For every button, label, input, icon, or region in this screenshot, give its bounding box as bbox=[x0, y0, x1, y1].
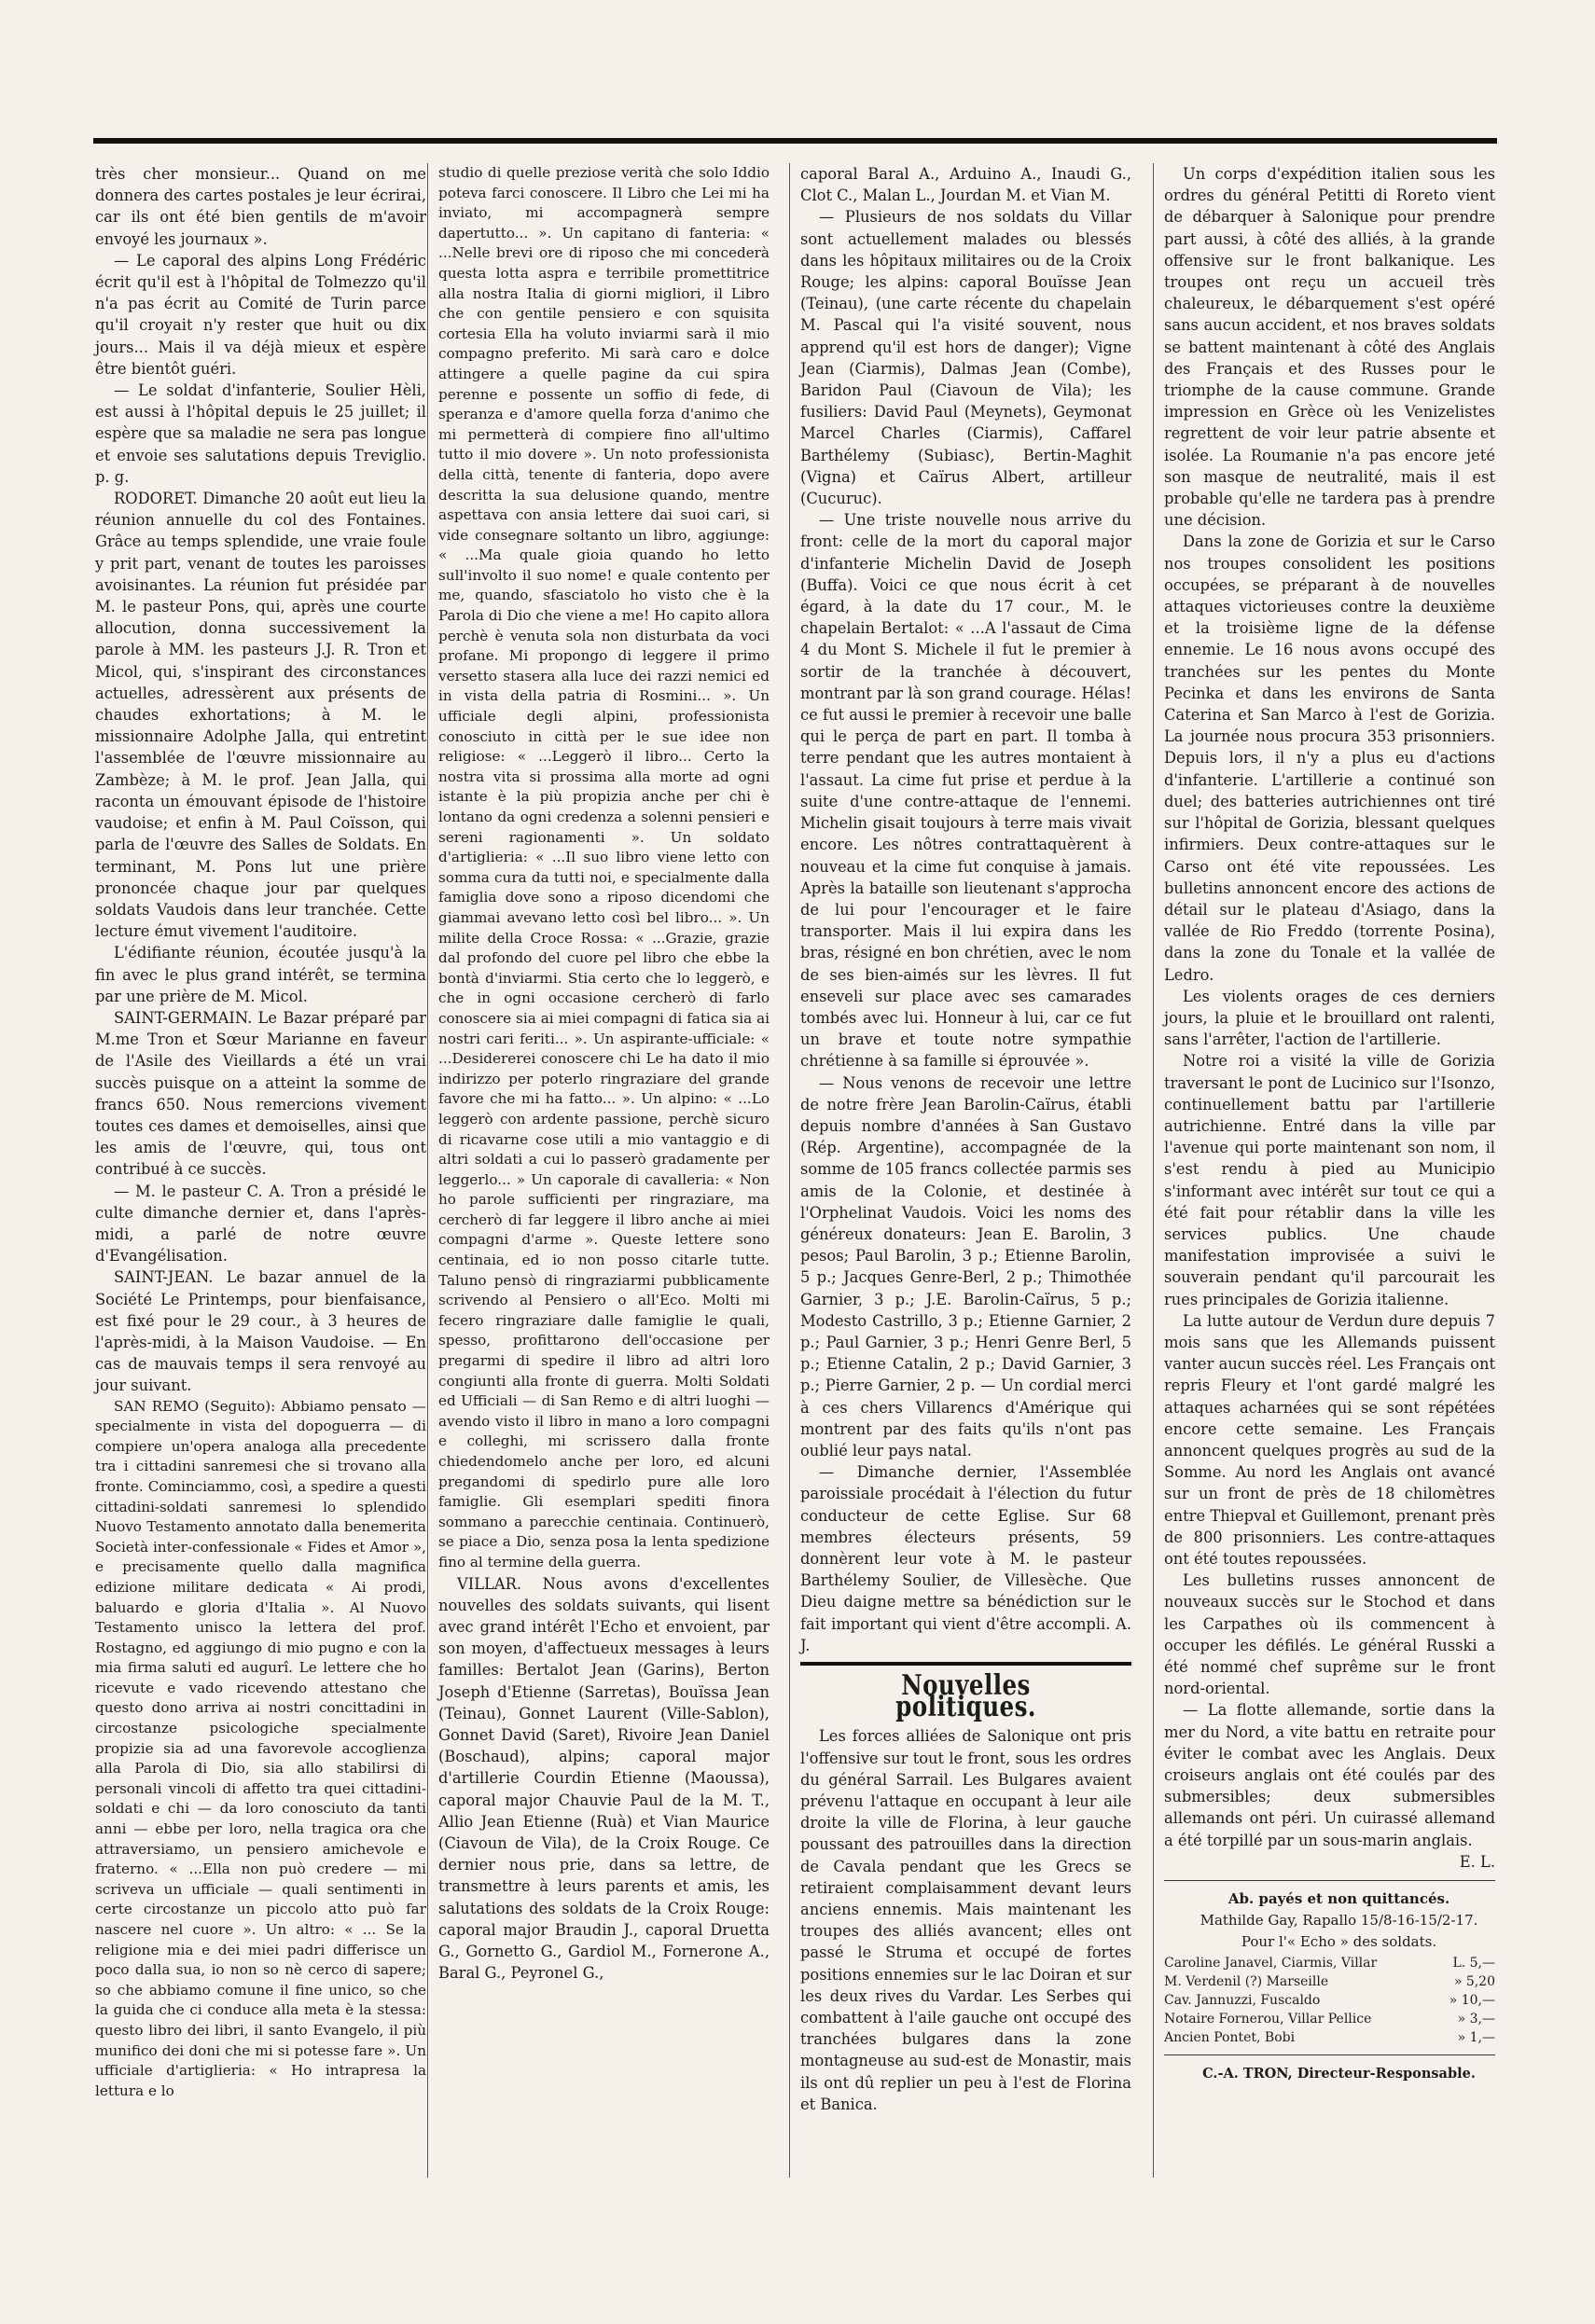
paragraph: VILLAR. Nous avons d'excellentes nouvelles des soldats suivants, qui lisent avec grand intérêt l'Echo et envoient, par son moyen, d'affectueux messages à leurs familles: Bertalot Jean (Garins), Berton Joseph d'Etienne (Sarretas), Bouïssa Jean (Teinau), Gonnet Laurent (Ville-Sablon), Gonnet David (Saret), Rivoire Jean Daniel (Boschaud), alpins; caporal major d'artillerie Courdin Etienne (Maoussa), caporal major Chauvie Paul de la M. T., Allio Jean Etienne (Ruà) et Vian Maurice (Ciavoun de Vila), de la Croix Rouge. Ce dernier nous prie, dans sa lettre, de transmettre à leurs parents et amis, les salutations des soldats de la Croix Rouge: caporal major Braudin J., caporal Druetta G., Gornetto G., Gardiol M., Fornerone A., Baral G., Peyronel G., bbox=[438, 1574, 770, 1983]
paragraph: SAINT-JEAN. Le bazar annuel de la Société Le Printemps, pour bienfaisance, est fixé pour le 29 cour., à 3 heures de l'après-midi, à la Maison Vaudoise. — En cas de mauvais temps il sera renvoyé au jour suivant. bbox=[95, 1268, 426, 1395]
paragraph: très cher monsieur... Quand on me donnera des cartes postales je leur écrirai, car ils ont été bien gentils de m'avoir envoyé les journaux ». bbox=[95, 165, 426, 248]
paragraph: Notre roi a visité la ville de Gorizia traversant le pont de Lucinico sur l'Isonzo, continuellement battu par l'artillerie autrichienne. Entré dans la ville par l'avenue qui porte maintenant son nom, il s'est rendu à pied au Municipio s'informant avec intérêt sur tout ce qui a été fait pour rétablir dans la ville les services publics. Une chaude manifestation improvisée a suivi le souverain pendant qu'il parcourait les rues principales de Gorizia italienne. bbox=[1164, 1052, 1495, 1308]
paragraph: caporal Baral A., Arduino A., Inaudi G., Clot C., Malan L., Jourdan M. et Vian M. bbox=[800, 165, 1131, 205]
paragraph: — Une triste nouvelle nous arrive du front: celle de la mort du caporal major d'infanterie Michelin David de Joseph (Buffa). Voici ce que nous écrit à cet égard, à la date du 17 cour., M. le chapelain Bertalot: « ...A l'assaut de Cima 4 du Mont S. Michele il fut le premier à sortir de la tranchée à découvert, montrant par là son grand courage. Hélas! ce fut aussi le premier à recevoir une balle qui le perça de part en part. Il tomba à terre pendant que les autres montaient à l'assaut. La cime fut prise et perdue à la suite d'une contre-attaque de l'ennemi. Michelin gisait toujours à terre mais vivait encore. Les nôtres contrattaquèrent à nouveau et la cime fut conquise à jamais. Après la bataille son lieutenant s'approcha de lui pour l'encourager et le faire transporter. Mais il lui expira dans les bras, résigné en bon chrétien, avec le nom de ses bien-aimés sur les lèvres. Il fut enseveli sur place avec ses camarades tombés avec lui. Honneur à lui, car ce fut un brave et toute notre sympathie chrétienne à sa famille si éprouvée ». bbox=[800, 511, 1131, 1071]
subscriptions-box bbox=[1164, 1888, 1495, 2084]
paragraph: — Le soldat d'infanterie, Soulier Hèli, est aussi à l'hôpital depuis le 25 juillet; il espère que sa maladie ne sera pas longue et envoie ses salutations depuis Treviglio. p. g. bbox=[95, 381, 426, 486]
paragraph: SAINT-GERMAIN. Le Bazar préparé par M.me Tron et Sœur Marianne en faveur de l'Asile des Vieillards a été un vrai succès puisque on a atteint la somme de francs 650. Nous remercions vivement toutes ces dames et demoiselles, ainsi que les amis de l'œuvre, qui, tous ont contribué à ce succès. bbox=[95, 1008, 426, 1179]
column-1 bbox=[95, 163, 426, 2101]
list-item: Ancien Pontet, Bobi » 1,— bbox=[1164, 2029, 1495, 2045]
paragraph: Les violents orages de ces derniers jours, la pluie et le brouillard ont ralenti, sans l'arrêter, l'action de l'artillerie. bbox=[1164, 987, 1495, 1049]
list-item: M. Verdenil (?) Marseille » 5,20 bbox=[1164, 1973, 1495, 1989]
paragraph: — La flotte allemande, sortie dans la mer du Nord, a vite battu en retraite pour éviter le combat avec les Anglais. Deux croiseurs anglais ont été coulés par des submersibles; deux submersibles allemands ont péri. Un cuirassé allemand a été torpillé par un sous-marin anglais. bbox=[1164, 1701, 1495, 1849]
divider bbox=[1164, 2054, 1495, 2055]
paragraph: SAN REMO (Seguito): Abbiamo pensato — specialmente in vista del dopoguerra — di compiere un'opera analoga alla precedente tra i cittadini sanremesi che si trovano alla fronte. Cominciammo, così, a spedire a questi cittadini-soldati sanremesi lo splendido Nuovo Testamento annotato dalla benemerita Società inter-confessionale « Fides et Amor », e precisamente quello dalla magnifica edizione militare dedicata « Ai prodi, baluardo e gloria d'Italia ». Al Nuovo Testamento unisco la lettera del prof. Rostagno, ed aggiungo di mio pugno e con la mia firma saluti ed augurî. Le lettere che ho ricevute e vado ricevendo attestano che questo dono arriva ai nostri concittadini in circostanze psicologiche specialmente propizie sia ad una favorevole accoglienza alla Parola di Dio, sia allo stabilirsi di personali vincoli di affetto tra quei cittadini-soldati e chi — da loro conosciuto da tanti anni — ebbe per loro, nella tragica ora che attraversiamo, un pensiero amichevole e fraterno. « ...Ella non può credere — mi scriveva un ufficiale — quali sentimenti in certe circostanze un piccolo atto può far nascere nel cuore ». Un altro: « ... Se la religione mia e dei miei padri differisce un poco dalla sua, io non so nè cerco di sapere; so che abbiamo comune il fine unico, so che la guida che ci conduce alla meta è la stessa: questo libro dei libri, il santo Evangelo, il più munifico dei doni che mi si potesse fare ». Un ufficiale d'artiglieria: « Ho intrapresa la lettura e lo bbox=[95, 1397, 426, 2099]
list-item: Cav. Jannuzzi, Fuscaldo » 10,— bbox=[1164, 1992, 1495, 2008]
list-item: Caroline Janavel, Ciarmis, Villar L. 5,— bbox=[1164, 1955, 1495, 1971]
column-3 bbox=[800, 163, 1131, 2115]
column-divider bbox=[427, 163, 428, 2178]
divider bbox=[1164, 1880, 1495, 1881]
paragraph: Les forces alliées de Salonique ont pris l'offensive sur tout le front, sous les ordres du général Sarrail. Les Bulgares avaient prévenu l'attaque en occupant à leur aile droite la ville de Florina, à leur gauche poussant des patrouilles dans la direction de Cavala pendant que les Grecs se retiraient complaisamment devant leurs anciens ennemis. Mais maintenant les troupes des alliés avancent; elles ont passé le Struma et occupé de fortes positions ennemies sur le lac Doiran et sur les deux rives du Vardar. Les Serbes qui combattent à l'aile gauche ont occupé des tranchées bulgares dans la zone montagneuse au sud-est de Monastir, mais ils ont dû replier un peu à l'est de Florina et Banica. bbox=[800, 1727, 1131, 2113]
paragraph: Les bulletins russes annoncent de nouveaux succès sur le Stochod et dans les Carpathes où ils commencent à occuper les défilés. Le général Russki a été nommé chef suprême sur le front nord-oriental. bbox=[1164, 1571, 1495, 1698]
paragraph: Dans la zone de Gorizia et sur le Carso nos troupes consolident les positions occupées, se préparant à de nouvelles attaques victorieuses contre la deuxième et la troisième ligne de la défense ennemie. Le 16 nous avons occupé des tranchées sur les pentes du Monte Pecinka et dans les environs de Santa Caterina et San Marco à l'est de Gorizia. La journée nous procura 353 prisonniers. Depuis lors, il n'y a plus eu d'actions d'infanterie. L'artillerie a continué son duel; des batteries autrichiennes ont tiré sur l'hôpital de Gorizia, blessant quelques infirmiers. Deux contre-attaques sur le Carso ont été vite repoussées. Les bulletins annoncent encore des actions de détail sur le plateau d'Asiago, dans la vallée de Rio Freddo (torrente Posina), dans la zone du Tonale et la vallée de Ledro. bbox=[1164, 533, 1495, 984]
top-rule bbox=[93, 138, 1497, 144]
director-line: C.-A. TRON, Directeur-Responsable. bbox=[1202, 2065, 1476, 2082]
section-rule bbox=[800, 1662, 1131, 1666]
column-2 bbox=[438, 163, 770, 1984]
paragraph: L'édifiante réunion, écoutée jusqu'à la fin avec le plus grand intérêt, se termina par une prière de M. Micol. bbox=[95, 944, 426, 1005]
section-heading: Nouvelles politiques. bbox=[895, 1669, 1036, 1724]
column-4 bbox=[1164, 163, 1495, 2084]
column-divider bbox=[789, 163, 790, 2178]
paragraph: La lutte autour de Verdun dure depuis 7 mois sans que les Allemands puissent vanter aucun succès réel. Les Français ont repris Fleury et l'ont gardé malgré les attaques acharnées qui se sont répétées encore cette semaine. Les Français annoncent quelques progrès au sud de la Somme. Au nord les Anglais ont avancé sur un front de près de 18 chilomètres entre Thiepval et Guillemont, prenant près de 800 prisonniers. Les contre-attaques ont été toutes repoussées. bbox=[1164, 1311, 1495, 1568]
list-item: Notaire Fornerou, Villar Pellice » 3,— bbox=[1164, 2011, 1495, 2027]
paragraph: RODORET. Dimanche 20 août eut lieu la réunion annuelle du col des Fontaines. Grâce au temps splendide, une vraie foule y prit part, venant de toutes les paroisses avoisinantes. La réunion fut présidée par M. le pasteur Pons, qui, après une courte allocution, donna successivement la parole à MM. les pasteurs J.J. R. Tron et Micol, qui, s'inspirant des circonstances actuelles, adressèrent aux présents de chaudes exhortations; à M. le missionnaire Adolphe Jalla, qui entretint l'assemblée de l'œuvre missionnaire au Zambèze; à M. le prof. Jean Jalla, qui raconta un émouvant épisode de l'histoire vaudoise; et enfin à M. Paul Coïsson, qui parla de l'œuvre des Salles de Soldats. En terminant, M. Pons lut une prière prononcée chaque jour par quelques soldats Vaudois dans leur tranchée. Cette lecture émut vivement l'auditoire. bbox=[95, 490, 426, 941]
box-subtitle: Pour l'« Echo » des soldats. bbox=[1241, 1933, 1437, 1951]
paragraph: — Nous venons de recevoir une lettre de notre frère Jean Barolin-Caïrus, établi depuis nombre d'années à San Gustavo (Rép. Argentine), accompagnée de la somme de 105 francs collectée parmis ses amis de la Colonie, et destinée à l'Orphelinat Vaudois. Voici les noms des généreux donateurs: Jean E. Barolin, 3 pesos; Paul Barolin, 3 p.; Etienne Barolin, 5 p.; Jacques Genre-Berl, 2 p.; Thimothée Garnier, 3 p.; J.E. Barolin-Caïrus, 5 p.; Modesto Castrillo, 3 p.; Etienne Garnier, 2 p.; Paul Garnier, 3 p.; Henri Genre Berl, 5 p.; Etienne Catalin, 2 p.; David Garnier, 3 p.; Pierre Garnier, 2 p. — Un cordial merci à ces chers Villarencs d'Amérique qui montrent par des faits qu'ils n'ont pas oublié leur pays natal. bbox=[800, 1073, 1131, 1459]
box-line: Mathilde Gay, Rapallo 15/8-16-15/2-17. bbox=[1200, 1912, 1478, 1930]
paragraph: Un corps d'expédition italien sous les ordres du général Petitti di Roreto vient de débarquer à Salonique pour prendre part aussi, à côté des alliés, à la grande offensive sur le front balkanique. Les troupes ont reçu un accueil très chaleureux, le débarquement s'est opéré sans aucun accident, et nos braves soldats se battent maintenant à côté des Anglais des Français et des Russes pour le triomphe de la cause commune. Grande impression en Grèce où les Venizelistes regrettent de voir leur patrie absente et isolée. La Roumanie n'a pas encore jeté son masque de neutralité, mais il est probable qu'elle ne tardera pas à prendre une décision. bbox=[1164, 165, 1495, 530]
paragraph: studio di quelle preziose verità che solo Iddio poteva farci conoscere. Il Libro che Lei mi ha inviato, mi accompagnerà sempre dapertutto... ». Un capitano di fanteria: « ...Nelle brevi ore di riposo che mi concederà questa lotta aspra e terribile promettitrice alla nostra Italia di giorni migliori, il Libro che con gentile pensiero e con squisita cortesia Ella ha voluto inviarmi sarà il mio compagno preferito. Mi sarà caro e dolce attingere a quelle pagine da cui spira perenne e possente un soffio di fede, di speranza e d'amore quella forza d'animo che mi permetterà di compiere fino all'ultimo tutto il mio dovere ». Un noto professionista della città, tenente di fanteria, dopo avere descritta la sua delusione quando, mentre aspettava con ansia lettere dai suoi cari, si vide consegnare soltanto un libro, aggiunge: « ...Ma quale gioia quando ho letto sull'involto il suo nome! e quale contento per me, quando, sfasciatolo ho visto che è la Parola di Dio che viene a me! Ho capito allora perchè è venuta sola non disturbata da voci profane. Mi propongo di leggere il primo versetto stasera alla luce dei razzi nemici ed in vista della patria di Rosmini... ». Un ufficiale degli alpini, professionista conosciuto in città per le sue idee non religiose: « ...Leggerò il libro... Certo la nostra vita si prossima alla morte ad ogni istante è la più propizia anche per chi è lontano da ogni credenza a solenni pensieri e sereni ragionamenti ». Un soldato d'artiglieria: « ...Il suo libro viene letto con somma cura da tutti noi, e specialmente dalla famiglia dove sono a riposo dicendomi che giammai avevano letto così bel libro... ». Un milite della Croce Rossa: « ...Grazie, grazie dal profondo del cuore pel libro che ebbe la bontà d'inviarmi. Stia certo che lo leggerò, e che in ogni occasione cercherò di farlo conoscere sia ai miei compagni di fatica sia ai nostri cari feriti... ». Un aspirante-ufficiale: « ...Desidererei conoscere chi Le ha dato il mio indirizzo per poterlo ringraziare del grande favore che mi ha fatto... ». Un alpino: « ...Lo leggerò con ardente passione, perchè sicuro di ricavarne cose utili a mio vantaggio e di altri soldati a cui lo passerò gradamente per leggerlo... » Un caporale di cavalleria: « Non ho parole sufficienti per ringraziare, ma cercherò di far leggere il libro anche ai miei compagni d'arme ». Queste lettere sono centinaia, ed io non posso citarle tutte. Taluno pensò di ringraziarmi pubblicamente scrivendo al Pensiero o all'Eco. Molti mi fecero ringraziare dalle famiglie le quali, spesso, profittarono dell'occasione per pregarmi di spedire il libro ad altri loro congiunti alla fronte di guerra. Molti Soldati ed Ufficiali — di San Remo e di altri luoghi — avendo visto il libro in mano a loro compagni e colleghi, mi scrissero dalla fronte chiedendomelo anche per loro, ed alcuni pregandomi di spedirlo pure alle loro famiglie. Gli esemplari spediti finora sommano a parecchie centinaia. Continuerò, se piace a Dio, senza posa la lenta spedizione fino al termine della guerra. bbox=[438, 164, 770, 1570]
column-divider bbox=[1153, 163, 1154, 2178]
paragraph: — Dimanche dernier, l'Assemblée paroissiale procédait à l'élection du futur conducteur de cette Eglise. Sur 68 membres électeurs présents, 59 donnèrent leur vote à M. le pasteur Barthélemy Soulier, de Villesèche. Que Dieu daigne mettre sa bénédiction sur le fait important qui vient d'être accompli. A. J. bbox=[800, 1463, 1131, 1654]
signature: E. L. bbox=[1459, 1852, 1495, 1871]
box-title: Ab. payés et non quittancés. bbox=[1227, 1890, 1450, 1908]
paragraph: — M. le pasteur C. A. Tron a présidé le culte dimanche dernier et, dans l'après-midi, a parlé de notre œuvre d'Evangélisation. bbox=[95, 1182, 426, 1266]
paragraph: — Plusieurs de nos soldats du Villar sont actuellement malades ou blessés dans les hôpitaux militaires ou de la Croix Rouge; les alpins: caporal Bouïsse Jean (Teinau), (une carte récente du chapelain M. Pascal qui l'a visité souvent, nous apprend qu'il est hors de danger); Vigne Jean (Ciarmis), Dalmas Jean (Combe), Baridon Paul (Ciavoun de Vila); les fusiliers: David Paul (Meynets), Geymonat Marcel Charles (Ciarmis), Caffarel Barthélemy (Subiasc), Bertin-Maghit (Vigna) et Caïrus Albert, artilleur (Cucuruc). bbox=[800, 208, 1131, 508]
paragraph: — Le caporal des alpins Long Frédéric écrit qu'il est à l'hôpital de Tolmezzo qu'il n'a pas écrit au Comité de Turin parce qu'il croyait n'y rester que huit ou dix jours... Mais il va déjà mieux et espère être bientôt guéri. bbox=[95, 251, 426, 378]
